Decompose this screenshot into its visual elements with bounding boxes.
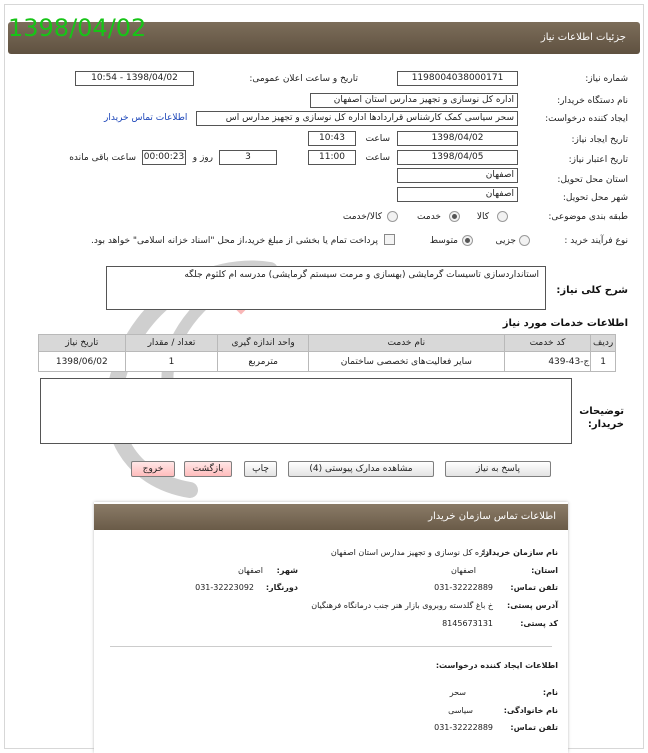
creator-family-value: سیاسی (448, 706, 473, 715)
remaining-label: ساعت باقی مانده (69, 153, 136, 163)
creator-phone-value: 031-32222889 (434, 723, 493, 732)
panel-divider (110, 646, 552, 647)
services-header-row (39, 335, 616, 352)
buyer-notes-field[interactable] (40, 378, 572, 444)
cell-qty: 1 (125, 352, 218, 372)
requester-field[interactable]: سحر سیاسی کمک کارشناس قراردادها اداره کل نوسازی و تجهیز مدارس اس (196, 111, 518, 126)
cell-row: 1 (591, 352, 616, 372)
col-code: کد خدمت (504, 335, 591, 352)
contact-province-label: استان: (531, 566, 558, 575)
contact-panel-header (94, 504, 568, 530)
contact-city-value: اصفهان (237, 566, 263, 575)
contact-address-label: آدرس پستی: (507, 601, 558, 610)
category-goods-label: کالا (476, 212, 489, 222)
contact-org-value: اداره کل نوسازی و تجهیز مدارس استان اصفهان (330, 548, 491, 557)
city-label: شهر محل تحویل: (562, 193, 628, 203)
contact-panel (94, 502, 568, 753)
print-button[interactable]: چاپ (244, 461, 277, 477)
contact-province-value: اصفهان (450, 566, 476, 575)
city-field[interactable]: اصفهان (397, 187, 518, 202)
process-small-label: جزیی (495, 236, 516, 246)
category-service-label: خدمت (417, 212, 441, 222)
province-label: استان محل تحویل: (557, 175, 628, 185)
cell-unit: مترمربع (218, 352, 309, 372)
requester-label: ایجاد کننده درخواست: (545, 114, 628, 124)
validity-time-label: ساعت (365, 153, 390, 163)
attachments-button[interactable]: مشاهده مدارک پیوستی (4) (288, 461, 434, 477)
category-both-label: کالا/خدمت (342, 212, 382, 222)
category-goods-radio[interactable] (497, 211, 508, 222)
reply-button[interactable]: پاسخ به نیاز (445, 461, 551, 477)
col-qty: تعداد / مقدار (125, 335, 218, 352)
services-title: اطلاعات خدمات مورد نیاز (502, 318, 628, 329)
remaining-time-field[interactable]: 00:00:23 (142, 150, 186, 165)
need-number-label: شماره نیاز: (585, 74, 628, 84)
col-name: نام خدمت (308, 335, 504, 352)
contact-fax-value: 031-32223092 (195, 583, 254, 592)
validity-date-label: تاریخ اعتبار نیاز: (568, 155, 628, 165)
creator-name-value: سحر (449, 688, 466, 697)
creator-name-label: نام: (542, 688, 558, 697)
created-date-label: تاریخ ایجاد نیاز: (571, 135, 628, 145)
page-title: جزئیات اطلاعات نیاز (540, 32, 626, 43)
contact-city-label: شهر: (276, 566, 298, 575)
created-time-label: ساعت (365, 134, 390, 144)
contact-postal-label: کد پستی: (520, 619, 558, 628)
col-unit: واحد اندازه گیری (218, 335, 309, 352)
buyer-org-label: نام دستگاه خریدار: (557, 96, 628, 106)
buyer-org-field[interactable]: اداره کل نوسازی و تجهیز مدارس استان اصفهان (310, 93, 518, 108)
treasury-note: پرداخت تمام یا بخشی از مبلغ خرید،از محل "اسناد خزانه اسلامی" خواهد بود. (90, 236, 378, 246)
process-label: نوع فرآیند خرید : (564, 236, 628, 246)
col-date: تاریخ نیاز (39, 335, 126, 352)
category-both-radio[interactable] (387, 211, 398, 222)
creator-family-label: نام خانوادگی: (503, 706, 558, 715)
date-stamp: 1398/04/02 (8, 14, 147, 42)
announce-field[interactable]: 1398/04/02 - 10:54 (75, 71, 194, 86)
col-row: ردیف (591, 335, 616, 352)
contact-info-link[interactable]: اطلاعات تماس خریدار (104, 113, 188, 123)
category-label: طبقه بندی موضوعی: (548, 212, 628, 222)
days-label: روز و (192, 153, 213, 163)
created-time-field[interactable]: 10:43 (308, 131, 356, 146)
back-button[interactable]: بازگشت (184, 461, 232, 477)
contact-phone-label: تلفن تماس: (510, 583, 558, 592)
province-field[interactable]: اصفهان (397, 168, 518, 183)
creator-phone-label: تلفن تماس: (510, 723, 558, 732)
contact-phone-value: 031-32222889 (434, 583, 493, 592)
contact-panel-title: اطلاعات تماس سازمان خریدار (428, 511, 556, 522)
cell-name: سایر فعالیت‌های تخصصی ساختمان (308, 352, 504, 372)
process-small-radio[interactable] (519, 235, 530, 246)
services-table (38, 334, 616, 372)
created-date-field[interactable]: 1398/04/02 (397, 131, 518, 146)
description-field[interactable]: استانداردسازی تاسیسات گرمایشی (بهسازی و مرمت سیستم گرمایشی) مدرسه ام کلثوم جلگه (106, 266, 546, 310)
buyer-notes-label: توضیحات خریدار: (579, 406, 624, 430)
cell-code: ج-43-439 (504, 352, 591, 372)
table-row[interactable] (39, 352, 616, 372)
treasury-checkbox[interactable] (384, 234, 395, 245)
contact-fax-label: دورنگار: (265, 583, 298, 592)
need-number-field[interactable]: 1198004038000171 (397, 71, 518, 86)
creator-section-title: اطلاعات ایجاد کننده درخواست: (435, 661, 558, 670)
contact-postal-value: 8145673131 (442, 619, 493, 628)
description-label: شرح کلی نیاز: (556, 285, 628, 296)
process-medium-label: متوسط (429, 236, 458, 246)
validity-time-field[interactable]: 11:00 (308, 150, 356, 165)
exit-button[interactable]: خروج (131, 461, 175, 477)
contact-org-label: نام سازمان خریدار: (481, 548, 558, 557)
days-field[interactable]: 3 (219, 150, 277, 165)
category-service-radio[interactable] (449, 211, 460, 222)
cell-date: 1398/06/02 (39, 352, 126, 372)
validity-date-field[interactable]: 1398/04/05 (397, 150, 518, 165)
contact-address-value: خ باغ گلدسته روبروی بازار هنر جنب درمانگاه فرهنگیان (311, 601, 493, 610)
process-medium-radio[interactable] (462, 235, 473, 246)
announce-label: تاریخ و ساعت اعلان عمومی: (249, 74, 358, 84)
